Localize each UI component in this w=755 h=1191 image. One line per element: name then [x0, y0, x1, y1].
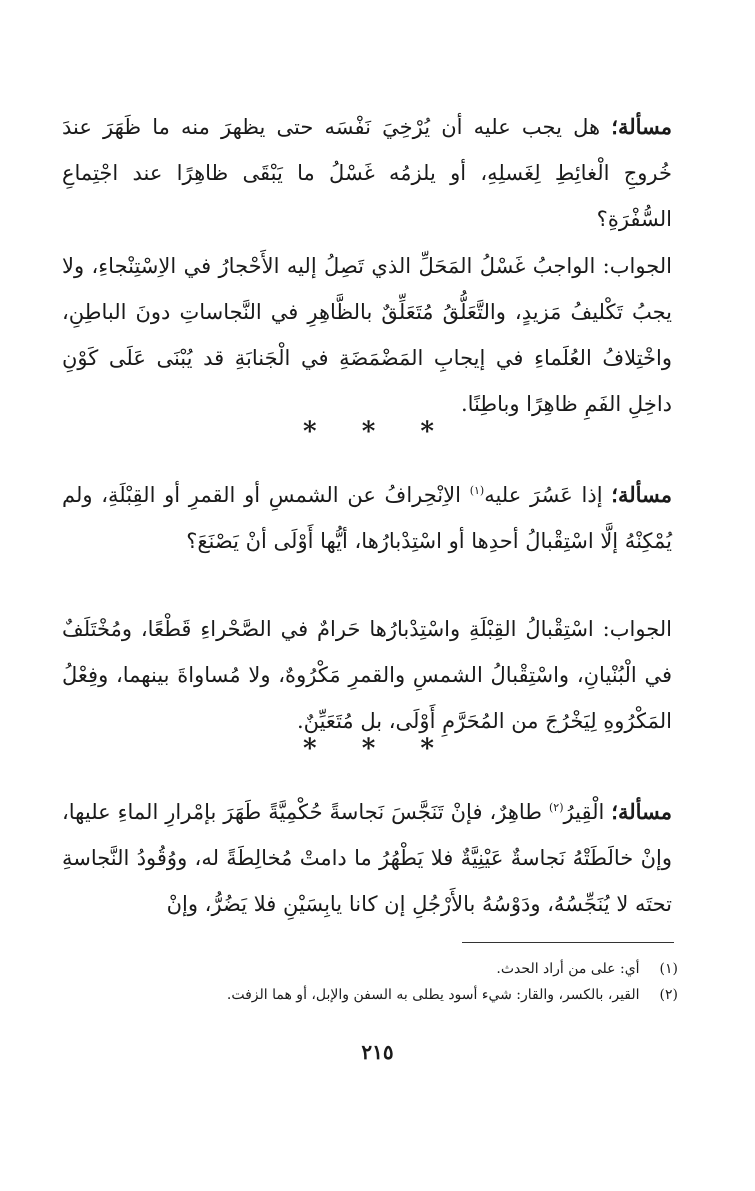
question-text-continued: طاهِرٌ، فإنْ تَنَجَّسَ نَجاسةً حُكْمِيَّةً طَهَرَ بإمْرارِ الماءِ عليها، وإنْ خالَطَتْهُ نَجاسةٌ عَيْنِيَّةٌ فلا يَطْهُرُ ما دامتْ مُخالِطَةً له، ووُقُودُ النَّجاسةِ تحتَه لا يُنَجِّسُهُ، ودَوْسُهُ بالأَرْجُلِ إن كانا يابِسَيْنِ فلا يَضُرُّ، وإنْ: [62, 800, 672, 916]
footnote-2: [62, 982, 678, 1008]
answer-text: الجواب: الواجبُ غَسْلُ المَحَلِّ الذي تَصِلُ إليه الأَحْجارُ في الاِسْتِنْجاءِ، ولا يجبُ تَكْليفُ مَزيدٍ، والتَّعَلُّقُ مُتَعَلِّقٌ بالظَّاهِرِ في النَّجاساتِ دونَ الباطِنِ، واخْتِلافُ العُلَماءِ في إيجابِ المَضْمَضَةِ في الْجَنابَةِ قد يُبْنَى عَلَى كَوْنِ داخِلِ الفَمِ ظاهِرًا وباطِنًا.: [62, 254, 672, 416]
section-separator: * * *: [303, 734, 452, 764]
section-separator: * * *: [303, 417, 452, 447]
question-text: الْقِيرُ: [563, 800, 605, 824]
question-text-continued: الاِنْحِرافُ عن الشمسِ أو القمرِ أو القِبْلَةِ، ولم يُمْكِنْهُ إلَّا اسْتِقْبالُ أحدِها أو اسْتِدْبارُها، أيُّها أَوْلَى أنْ يَصْنَعَ؟: [62, 483, 672, 553]
question-paragraph-1: [62, 104, 672, 242]
question-label: مسألة؛: [611, 799, 672, 824]
question-label: مسألة؛: [611, 114, 672, 139]
footnote-number: (١): [659, 961, 678, 977]
footnote-text: القير، بالكسر، والقار: شيء أسود يطلى به السفن والإبل، أو هما الزفت.: [226, 987, 640, 1003]
question-text: إذا عَسُرَ عليه: [484, 483, 603, 507]
page-number: ٢١٥: [361, 1040, 394, 1064]
footnote-divider: [462, 942, 674, 943]
footnote-number: (٢): [659, 987, 678, 1003]
answer-paragraph-1: [62, 243, 672, 427]
question-paragraph-3: [62, 785, 672, 927]
answer-text: الجواب: اسْتِقْبالُ القِبْلَةِ واسْتِدْبارُها حَرامٌ في الصَّحْراءِ قَطْعًا، ومُخْتَلَفٌ في الْبُنْيانِ، واسْتِقْبالُ الشمسِ والقمرِ مَكْرُوهٌ، ولا مُساواةَ بينهما، وفِعْلُ المَكْرُوهِ لِيَخْرُجَ من المُحَرَّمِ أَوْلَى، بل مُتَعَيِّنٌ.: [62, 617, 672, 733]
question-paragraph-2: [62, 468, 672, 564]
answer-paragraph-2: [62, 606, 672, 744]
question-label: مسألة؛: [611, 482, 672, 507]
footnote-reference: (٢): [549, 801, 564, 814]
question-text: هل يجب عليه أن يُرْخِيَ نَفْسَه حتى يظهرَ منه ما ظَهَرَ عندَ خُروجِ الْغائِطِ لِغَسلِهِ، أو يلزمُه غَسْلُ ما يَبْقَى ظاهِرًا عند اجْتِماعِ السُّفْرَةِ؟: [62, 115, 672, 231]
footnote-reference: (١): [469, 484, 485, 497]
footnote-1: [62, 956, 678, 982]
footnote-text: أي: على من أراد الحدث.: [496, 961, 640, 977]
